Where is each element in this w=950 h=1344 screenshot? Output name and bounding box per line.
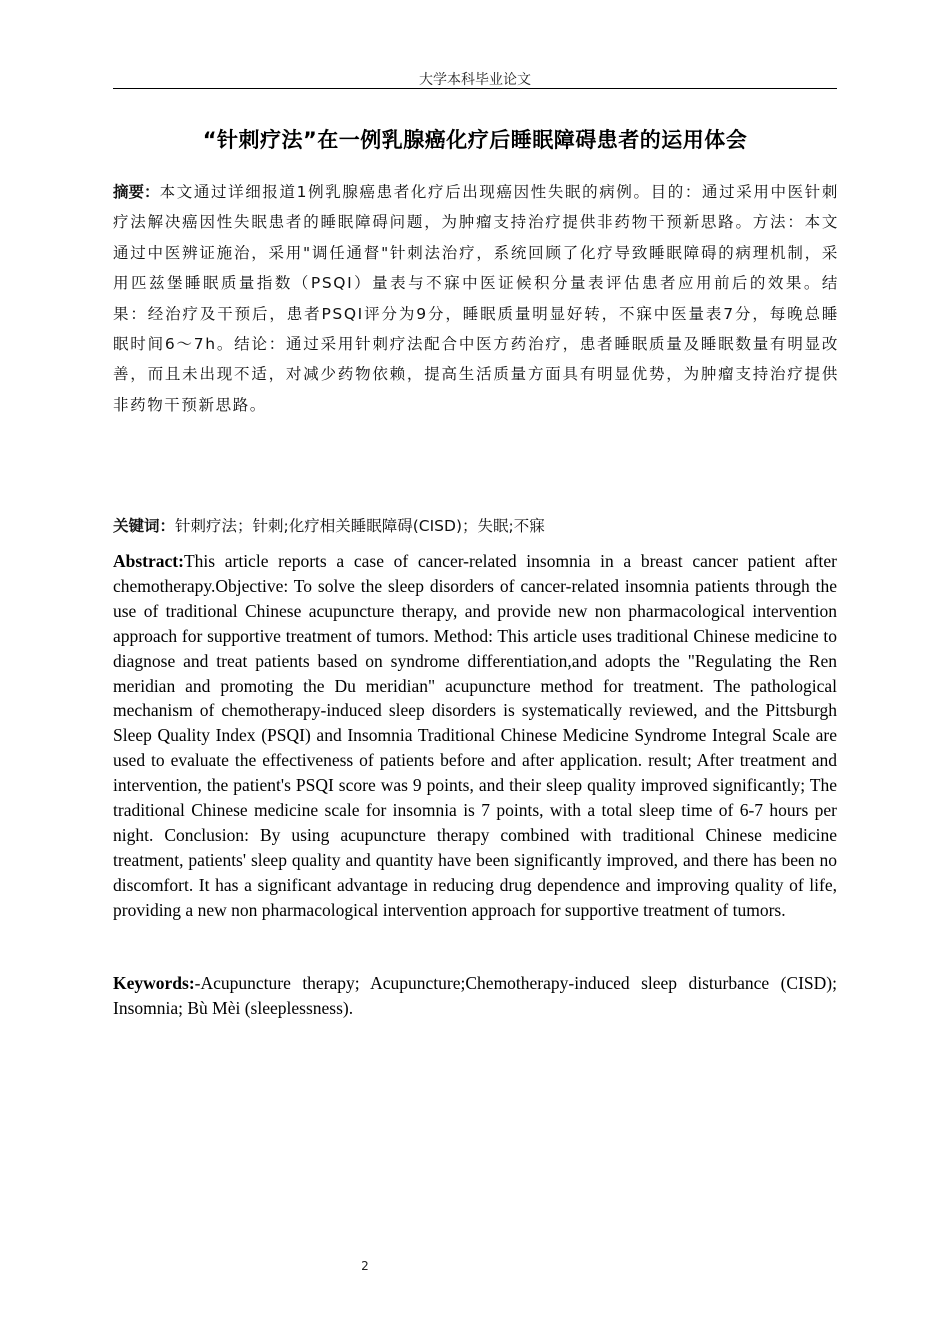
english-abstract-label: Abstract xyxy=(113,551,179,571)
running-header: 大学本科毕业论文 xyxy=(419,72,531,88)
paper-title: “针刺疗法”在一例乳腺癌化疗后睡眠障碍患者的运用体会 xyxy=(202,128,748,152)
english-keywords-label: Keywords: xyxy=(113,973,195,993)
chinese-abstract-label: 摘要： xyxy=(113,183,160,201)
english-abstract-text: This article reports a case of cancer-related insomnia in a breast cancer patient after chemotherapy.Objective: To solve the sleep disorders of cancer-related insomnia patients through the use of traditional Chinese acupuncture therapy, and provide new non pharmacological intervention approach for supportive treatment of tumors. Method: This article uses traditional Chinese medicine to diagnose and treat patients based on syndrome differentiation,and adopts the "Regulating the Ren meridian and promoting the Du meridian" acupuncture method for treatment. The pathological mechanism of chemotherapy-induced sleep disorders is systematically reviewed, and the Pittsburgh Sleep Quality Index (PSQI) and Insomnia Traditional Chinese Medicine Syndrome Integral Scale are used to evaluate the effectiveness of patients before and after application. result; After treatment and intervention, the patient's PSQI score was 9 points, and their sleep quality improved significantly; The traditional Chinese medicine scale for insomnia is 7 points, with a total sleep time of 6-7 hours per night. Conclusion: By using acupuncture therapy combined with traditional Chinese medicine treatment, patients' sleep quality and quantity have been significantly improved, and there has been no discomfort. It has a significant advantage in reducing drug dependence and improving quality of life, providing a new non pharmacological intervention approach for supportive treatment of tumors. xyxy=(113,551,837,920)
chinese-keywords-text: 针刺疗法；针刺;化疗相关睡眠障碍(CISD)；失眠;不寐 xyxy=(175,517,545,535)
header-rule xyxy=(113,88,837,89)
chinese-abstract xyxy=(113,177,839,420)
chinese-keywords-label: 关键词： xyxy=(113,517,176,535)
english-abstract-separator: : xyxy=(178,551,184,571)
english-keywords-text: -Acupuncture therapy; Acupuncture;Chemotherapy-induced sleep disturbance (CISD); Insomnia; Bù Mèi (sleeplessness). xyxy=(113,973,837,1018)
page-number: 2 xyxy=(361,1259,369,1273)
chinese-abstract-text: 本文通过详细报道1例乳腺癌患者化疗后出现癌因性失眠的病例。目的：通过采用中医针刺疗法解决癌因性失眠患者的睡眠障碍问题，为肿瘤支持治疗提供非药物干预新思路。方法：本文通过中医辨证施治，采用"调任通督"针刺法治疗，系统回顾了化疗导致睡眠障碍的病理机制，采用匹兹堡睡眠质量指数（PSQI）量表与不寐中医证候积分量表评估患者应用前后的效果。结果：经治疗及干预后，患者PSQI评分为9分，睡眠质量明显好转，不寐中医量表7分，每晚总睡眠时间6～7h。结论：通过采用针刺疗法配合中医方药治疗，患者睡眠质量及睡眠数量有明显改善，而且未出现不适，对减少药物依赖，提高生活质量方面具有明显优势，为肿瘤支持治疗提供非药物干预新思路。 xyxy=(113,183,839,414)
english-keywords xyxy=(113,971,837,1021)
english-abstract xyxy=(113,549,837,923)
chinese-keywords xyxy=(113,512,839,540)
